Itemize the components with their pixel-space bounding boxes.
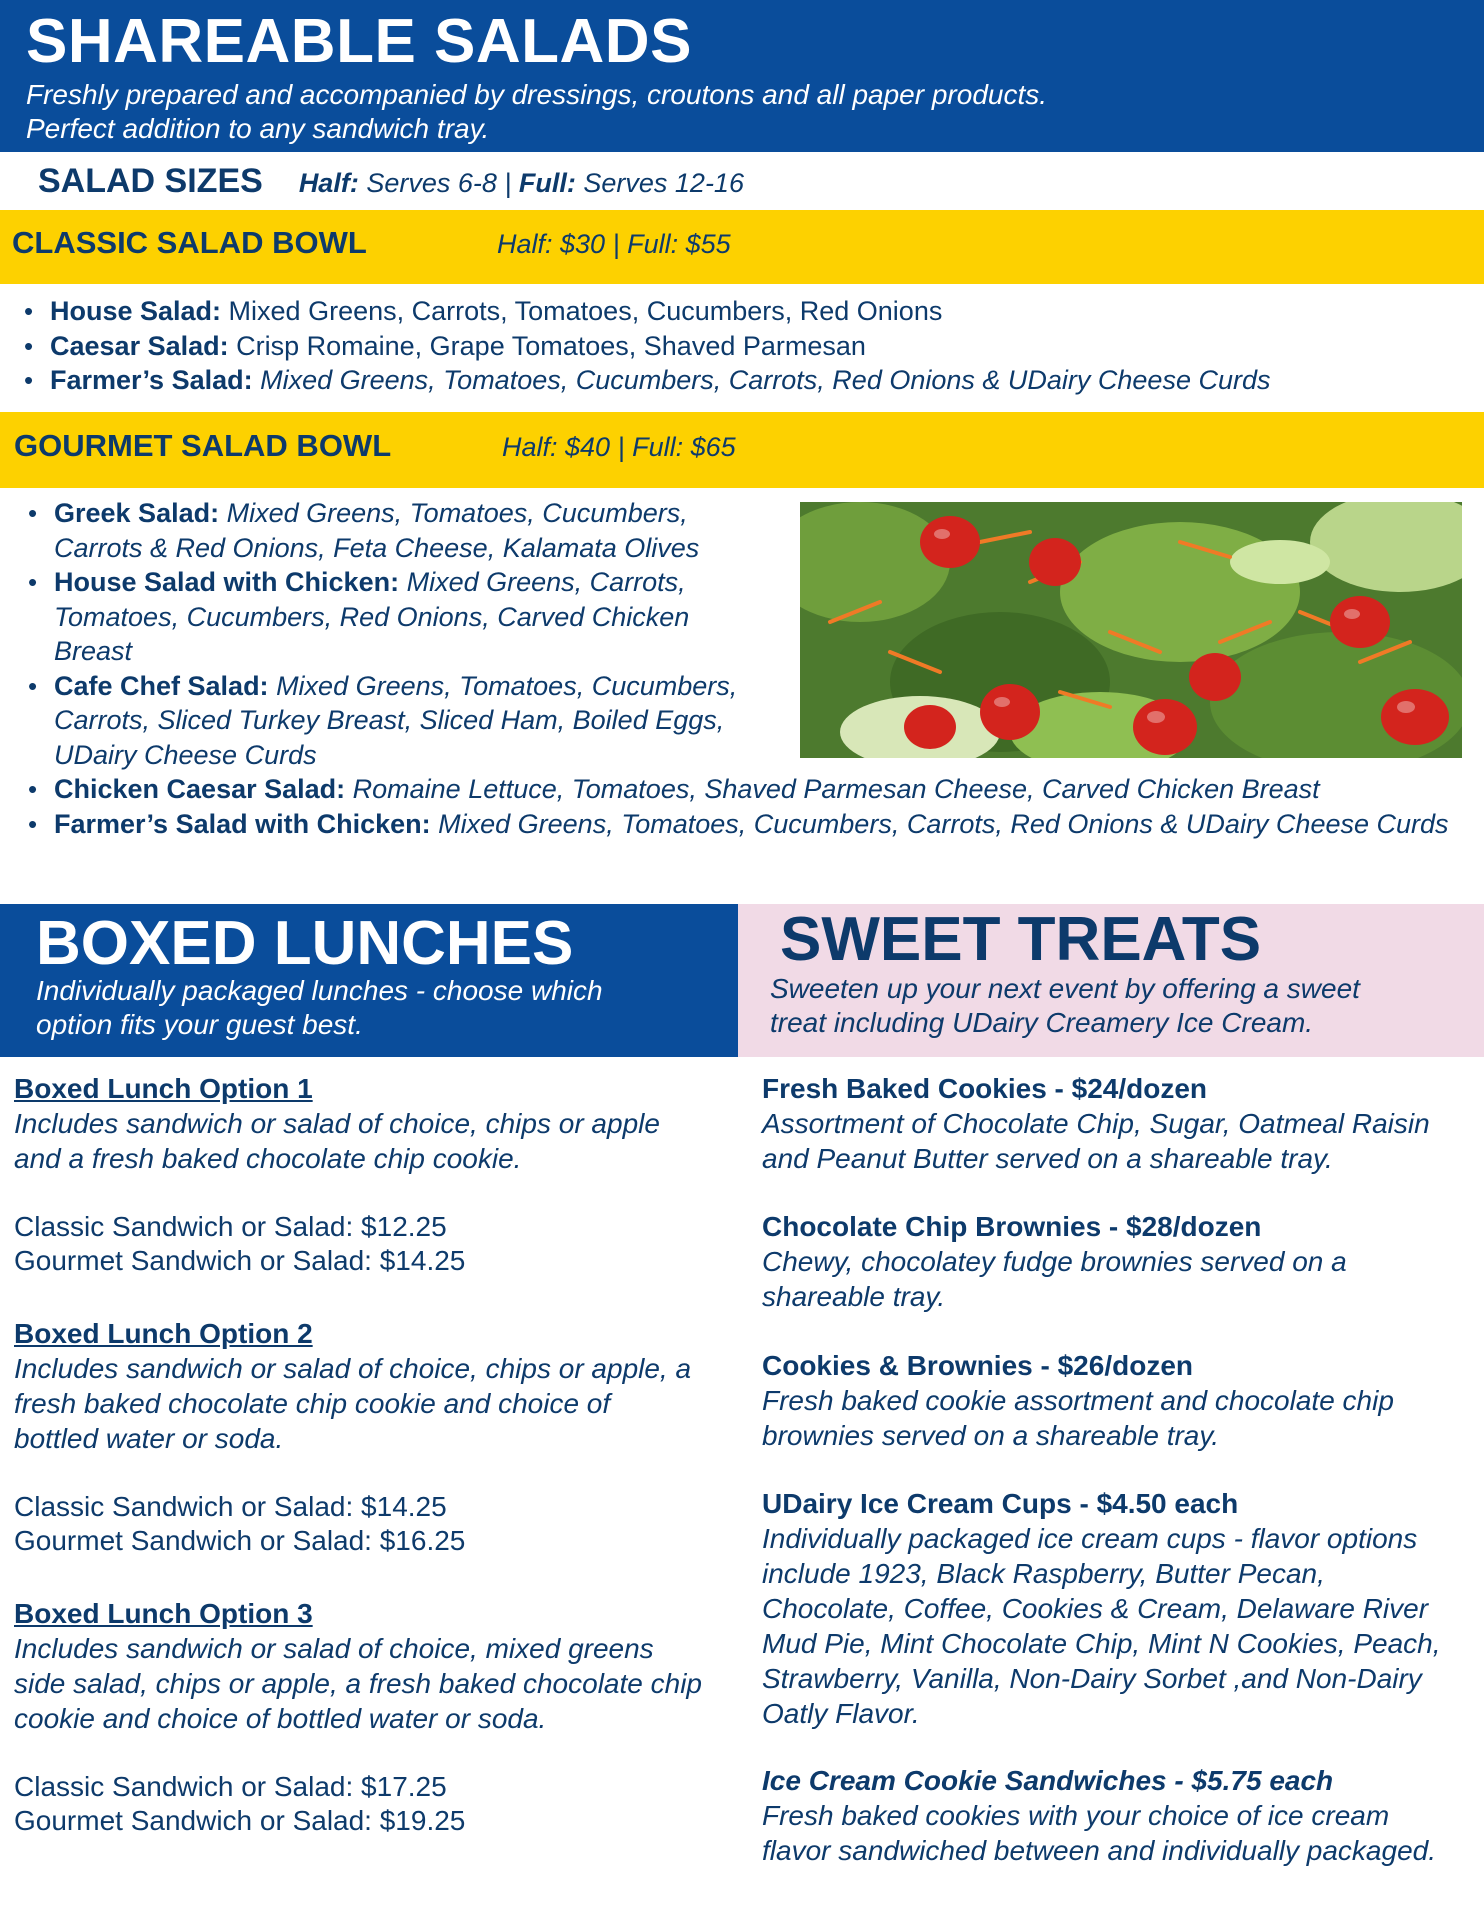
sweet-treats-subtitle: [770, 972, 1360, 1040]
classic-price-line: Classic Sandwich or Salad: $17.25: [14, 1771, 447, 1802]
boxed-option-title: Boxed Lunch Option 2: [14, 1318, 313, 1349]
gourmet-price-line: Gourmet Sandwich or Salad: $16.25: [14, 1525, 466, 1556]
list-item: • Farmer’s Salad: Mixed Greens, Tomatoes, Cucumbers, Carrots, Red Onions & UDairy Cheese Curds: [10, 363, 1470, 398]
list-item: • Caesar Salad: Crisp Romaine, Grape Tomatoes, Shaved Parmesan: [10, 329, 1470, 364]
treat-desc-line: brownies served on a shareable tray.: [762, 1420, 1220, 1451]
list-item: • Farmer’s Salad with Chicken: Mixed Greens, Tomatoes, Cucumbers, Carrots, Red Onions & UDairy Cheese Curds: [14, 807, 1454, 842]
full-label: Full:: [518, 168, 576, 198]
boxed-subtitle-line1: Individually packaged lunches - choose which: [36, 975, 603, 1006]
boxed-option-2: [14, 1317, 729, 1558]
sweets-subtitle-line2: treat including UDairy Creamery Ice Cream.: [770, 1007, 1314, 1038]
boxed-option-desc-line: Includes sandwich or salad of choice, chips or apple: [14, 1108, 660, 1139]
treat-desc-line: Individually packaged ice cream cups - flavor options: [762, 1523, 1418, 1554]
treat-desc-line: shareable tray.: [762, 1281, 946, 1312]
list-item: • House Salad with Chicken: Mixed Greens, Carrots, Tomatoes, Cucumbers, Red Onions, Carved Chicken Breast: [14, 565, 774, 669]
sweet-treats-title: SWEET TREATS: [780, 905, 1262, 974]
boxed-option-desc-line: bottled water or soda.: [14, 1423, 284, 1454]
treat-desc-line: Chewy, chocolatey fudge brownies served on a: [762, 1246, 1347, 1277]
boxed-lunches-subtitle: [36, 974, 603, 1042]
classic-price: Half: $30 | Full: $55: [497, 229, 731, 259]
treat-title: Cookies & Brownies - $26/dozen: [762, 1350, 1193, 1381]
salad-sizes-label: SALAD SIZES: [38, 162, 263, 200]
treat-desc-line: Fresh baked cookie assortment and chocolate chip: [762, 1385, 1394, 1416]
half-value: Serves 6-8 |: [358, 168, 519, 198]
treat-desc-line: flavor sandwiched between and individually packaged.: [762, 1835, 1436, 1866]
boxed-option-desc-line: Includes sandwich or salad of choice, chips or apple, a: [14, 1353, 692, 1384]
salads-subtitle: [26, 78, 1047, 146]
salad-photo: [800, 502, 1462, 758]
boxed-option-desc-line: Includes sandwich or salad of choice, mixed greens: [14, 1633, 654, 1664]
treat-desc-line: Fresh baked cookies with your choice of ice cream: [762, 1800, 1390, 1831]
list-item: • Cafe Chef Salad: Mixed Greens, Tomatoes, Cucumbers, Carrots, Sliced Turkey Breast, Sliced Ham, Boiled Eggs, UDairy Cheese Curds: [14, 669, 774, 773]
classic-price-line: Classic Sandwich or Salad: $14.25: [14, 1491, 447, 1522]
boxed-option-title: Boxed Lunch Option 3: [14, 1598, 313, 1629]
treat-title: Fresh Baked Cookies - $24/dozen: [762, 1073, 1208, 1104]
boxed-option-desc-line: cookie and choice of bottled water or soda.: [14, 1703, 547, 1734]
gourmet-list-bottom: [14, 772, 1454, 841]
boxed-lunches-title: BOXED LUNCHES: [36, 909, 574, 978]
treat-desc-line: Oatly Flavor.: [762, 1698, 920, 1729]
treat-desc-line: Assortment of Chocolate Chip, Sugar, Oatmeal Raisin: [762, 1108, 1430, 1139]
list-item: • Greek Salad: Mixed Greens, Tomatoes, Cucumbers, Carrots & Red Onions, Feta Cheese, Kalamata Olives: [14, 496, 774, 565]
classic-price-line: Classic Sandwich or Salad: $12.25: [14, 1211, 447, 1242]
treat-desc-line: Chocolate, Coffee, Cookies & Cream, Delaware River: [762, 1593, 1429, 1624]
treat-title: Ice Cream Cookie Sandwiches - $5.75 each: [762, 1765, 1334, 1796]
sweets-subtitle-line1: Sweeten up your next event by offering a sweet: [770, 973, 1360, 1004]
boxed-option-desc-line: and a fresh baked chocolate chip cookie.: [14, 1143, 522, 1174]
salad-sizes-values: [299, 168, 744, 198]
treat-ice-cream-cups: [762, 1487, 1472, 1731]
boxed-option-3: [14, 1597, 729, 1838]
treat-ice-cream-sandwiches: [762, 1764, 1472, 1868]
boxed-option-title: Boxed Lunch Option 1: [14, 1073, 313, 1104]
treat-brownies: [762, 1210, 1472, 1314]
gourmet-price-line: Gourmet Sandwich or Salad: $19.25: [14, 1805, 466, 1836]
gourmet-price: Half: $40 | Full: $65: [502, 432, 736, 462]
treat-desc-line: and Peanut Butter served on a shareable tray.: [762, 1143, 1333, 1174]
classic-title: CLASSIC SALAD BOWL: [12, 225, 367, 260]
boxed-lunches-header: [0, 904, 738, 1057]
classic-band: [0, 210, 1484, 284]
classic-list: [10, 294, 1470, 398]
gourmet-price-line: Gourmet Sandwich or Salad: $14.25: [14, 1245, 466, 1276]
full-value: Serves 12-16: [575, 168, 744, 198]
sweet-treats-header: [738, 904, 1484, 1057]
salads-header: [0, 0, 1484, 152]
boxed-option-1: [14, 1072, 729, 1278]
page-title: SHAREABLE SALADS: [26, 7, 692, 76]
treat-title: Chocolate Chip Brownies - $28/dozen: [762, 1211, 1262, 1242]
treat-cookies-brownies: [762, 1349, 1472, 1453]
gourmet-title: GOURMET SALAD BOWL: [14, 428, 392, 463]
treat-desc-line: Mud Pie, Mint Chocolate Chip, Mint N Cookies, Peach,: [762, 1628, 1441, 1659]
gourmet-band: [0, 412, 1484, 488]
salad-sizes: [38, 162, 744, 202]
boxed-option-desc-line: side salad, chips or apple, a fresh baked chocolate chip: [14, 1668, 702, 1699]
gourmet-list-top: [14, 496, 774, 772]
boxed-option-desc-line: fresh baked chocolate chip cookie and choice of: [14, 1388, 611, 1419]
half-label: Half:: [298, 168, 359, 198]
salads-subtitle-line2: Perfect addition to any sandwich tray.: [26, 113, 490, 144]
salads-subtitle-line1: Freshly prepared and accompanied by dressings, croutons and all paper products.: [26, 79, 1048, 110]
treat-desc-line: Strawberry, Vanilla, Non-Dairy Sorbet ,and Non-Dairy: [762, 1663, 1422, 1694]
treat-cookies: [762, 1072, 1472, 1176]
salad-photo-graphic: [800, 502, 1462, 758]
list-item: • House Salad: Mixed Greens, Carrots, Tomatoes, Cucumbers, Red Onions: [10, 294, 1470, 329]
list-item: • Chicken Caesar Salad: Romaine Lettuce, Tomatoes, Shaved Parmesan Cheese, Carved Chicken Breast: [14, 772, 1454, 807]
treat-title: UDairy Ice Cream Cups - $4.50 each: [762, 1488, 1239, 1519]
boxed-subtitle-line2: option fits your guest best.: [36, 1009, 363, 1040]
treat-desc-line: include 1923, Black Raspberry, Butter Pecan,: [762, 1558, 1325, 1589]
